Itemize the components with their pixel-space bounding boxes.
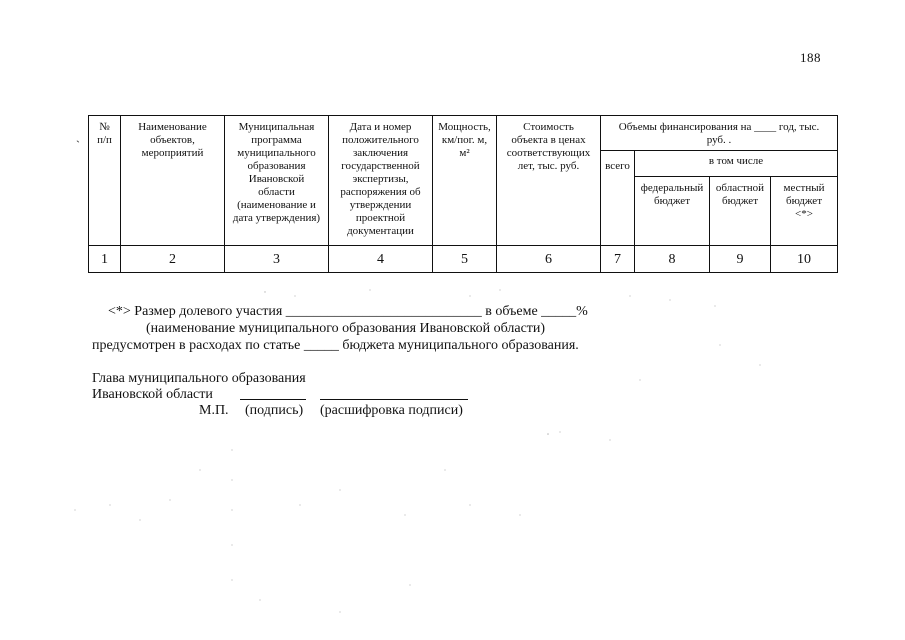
header-expertise: Дата и номер положительного заключения государственной экспертизы, распоряжения об утверждении проектной документации <box>329 116 433 246</box>
seal-label: М.П. <box>199 403 229 418</box>
signature-title-line-1: Глава муниципального образования <box>92 371 306 386</box>
page-number: 188 <box>800 50 821 65</box>
column-number: 5 <box>433 246 497 273</box>
signature-decode-label: (расшифровка подписи) <box>320 403 463 418</box>
column-number: 2 <box>121 246 225 273</box>
signature-title-line-2: Ивановской области <box>92 387 213 402</box>
column-number: 10 <box>771 246 838 273</box>
header-including: в том числе <box>635 151 838 177</box>
scan-artifact: ` <box>76 138 80 152</box>
column-number: 8 <box>635 246 710 273</box>
header-total: всего <box>601 151 635 246</box>
column-number: 7 <box>601 246 635 273</box>
header-capacity: Мощность, км/пог. м, м² <box>433 116 497 246</box>
signature-label: (подпись) <box>245 403 304 418</box>
column-number: 6 <box>497 246 601 273</box>
header-program: Муниципальная программа муниципального образования Ивановской области (наименование и дата утверждения) <box>225 116 329 246</box>
header-cost: Стоимость объекта в ценах соответствующих лет, тыс. руб. <box>497 116 601 246</box>
column-number: 3 <box>225 246 329 273</box>
header-federal: федеральный бюджет <box>635 177 710 246</box>
header-name: Наименование объектов, мероприятий <box>121 116 225 246</box>
header-num: № п/п <box>89 116 121 246</box>
header-regional: областной бюджет <box>710 177 771 246</box>
column-number: 9 <box>710 246 771 273</box>
column-number: 4 <box>329 246 433 273</box>
header-financing: Объемы финансирования на ____ год, тыс. руб. . <box>601 116 838 151</box>
header-local: местный бюджет <*> <box>771 177 838 246</box>
footnote-line-1: <*> Размер долевого участия ____________________________ в объеме _____% <box>108 304 588 319</box>
footnote-line-3: предусмотрен в расходах по статье _____ бюджета муниципального образования. <box>92 338 579 353</box>
column-number: 1 <box>89 246 121 273</box>
footnote-line-2: (наименование муниципального образования Ивановской области) <box>146 321 546 336</box>
